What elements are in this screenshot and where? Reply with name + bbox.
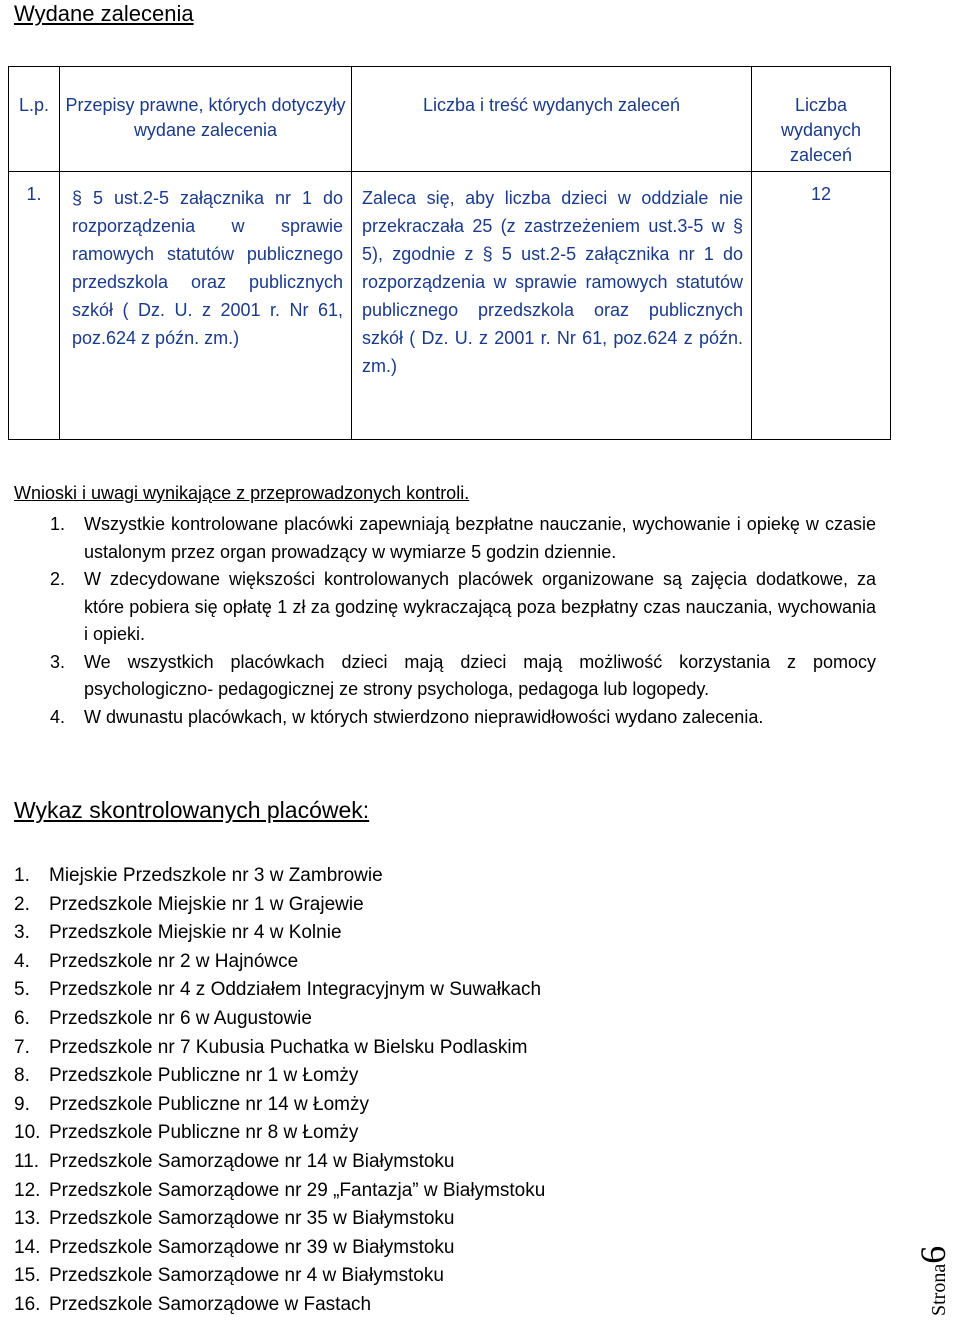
item-number: 8. <box>14 1065 30 1087</box>
facility-name: Przedszkole Samorządowe nr 14 w Białymstoku <box>49 1150 455 1172</box>
header-num: L.p. <box>9 67 60 172</box>
header-text: Liczba i treść wydanych zaleceń <box>352 67 752 172</box>
list-item <box>14 1177 714 1206</box>
page-label: Strona <box>928 1263 950 1316</box>
page-heading: Wydane zalecenia <box>14 1 194 26</box>
item-number: 4. <box>14 950 30 972</box>
list-item <box>14 919 714 948</box>
facility-name: Przedszkole nr 2 w Hajnówce <box>49 950 299 972</box>
list-item <box>14 1119 714 1148</box>
header-count: Liczba wydanych zaleceń <box>752 67 891 172</box>
facility-name: Przedszkole Samorządowe nr 4 w Białymstoku <box>49 1265 444 1287</box>
item-number: 15. <box>14 1265 41 1287</box>
item-text: We wszystkich placówkach dzieci mają dzieci mają możliwość korzystania z pomocy psychologiczno- pedagogicznej ze strony psychologa, pedagoga lub logopedy. <box>84 651 876 699</box>
cell-num: 1. <box>9 172 60 440</box>
facility-name: Przedszkole Samorządowe nr 35 w Białymstoku <box>49 1208 455 1230</box>
facility-name: Przedszkole nr 6 w Augustowie <box>49 1007 312 1029</box>
item-number: 7. <box>14 1036 30 1058</box>
item-number: 3. <box>50 651 66 672</box>
cell-count: 12 <box>752 172 891 440</box>
list-item <box>14 566 876 649</box>
item-number: 4. <box>50 706 66 727</box>
cell-law: § 5 ust.2-5 załącznika nr 1 do rozporządzenia w sprawie ramowych statutów publicznego przedszkola oraz publicznych szkół ( Dz. U. z 2001 r. Nr 61, poz.624 z późn. zm.) <box>60 172 352 440</box>
list-item <box>14 1291 714 1320</box>
facility-name: Przedszkole Miejskie nr 1 w Grajewie <box>49 893 364 915</box>
item-number: 14. <box>14 1236 41 1258</box>
facility-name: Przedszkole nr 4 z Oddziałem Integracyjnym w Suwałkach <box>49 979 542 1001</box>
conclusions-title: Wnioski i uwagi wynikające z przeprowadzonych kontroli. <box>14 483 470 503</box>
cell-text: Zaleca się, aby liczba dzieci w oddziale nie przekraczała 25 (z zastrzeżeniem ust.3-5 w § 5), zgodnie z § 5 ust.2-5 załącznika nr 1 do rozporządzenia w sprawie ramowych statutów publicznego przedszkola oraz publicznych szkół ( Dz. U. z 2001 r. Nr 61, poz.624 z późn. zm.) <box>352 172 752 440</box>
facility-name: Przedszkole Samorządowe nr 29 „Fantazja” w Białymstoku <box>49 1179 546 1201</box>
item-text: Wszystkie kontrolowane placówki zapewniają bezpłatne nauczanie, wychowanie i opiekę w czasie ustalonym przez organ prowadzący w wymiarze 5 godzin dziennie. <box>84 514 876 562</box>
page-footer <box>912 1206 960 1316</box>
facility-name: Przedszkole nr 7 Kubusia Puchatka w Bielsku Podlaskim <box>49 1036 528 1058</box>
facility-name: Przedszkole Samorządowe nr 39 w Białymstoku <box>49 1236 455 1258</box>
facility-name: Przedszkole Publiczne nr 14 w Łomży <box>49 1093 369 1115</box>
item-number: 12. <box>14 1179 41 1201</box>
facility-name: Przedszkole Samorządowe w Fastach <box>49 1293 372 1315</box>
item-number: 1. <box>50 514 66 534</box>
table-row <box>9 172 891 440</box>
item-number: 5. <box>14 979 30 1001</box>
header-law: Przepisy prawne, których dotyczyły wydane zalecenia <box>60 67 352 172</box>
list-item <box>14 1062 714 1091</box>
list-item <box>14 649 876 704</box>
list-item <box>14 891 714 920</box>
facility-name: Przedszkole Publiczne nr 1 w Łomży <box>49 1065 359 1087</box>
item-number: 16. <box>14 1293 41 1315</box>
facilities-title: Wykaz skontrolowanych placówek: <box>14 797 370 823</box>
item-number: 10. <box>14 1122 41 1144</box>
item-number: 13. <box>14 1208 41 1230</box>
list-item <box>14 1034 714 1063</box>
facility-name: Przedszkole Publiczne nr 8 w Łomży <box>49 1122 359 1144</box>
list-item <box>14 1148 714 1177</box>
list-item <box>14 511 876 566</box>
facilities-list <box>14 862 714 1320</box>
list-item <box>14 704 876 732</box>
item-text: W zdecydowane większości kontrolowanych placówek organizowane są zajęcia dodatkowe, za które pobiera się opłatę 1 zł za godzinę wykraczającą poza bezpłatny czas nauczania, wychowania i opieki. <box>84 569 876 644</box>
list-item <box>14 1262 714 1291</box>
facility-name: Miejskie Przedszkole nr 3 w Zambrowie <box>49 865 383 886</box>
page-marker <box>912 1246 954 1316</box>
list-item <box>14 1234 714 1263</box>
recommendations-table <box>8 66 891 440</box>
item-number: 11. <box>14 1150 40 1172</box>
page-number: 6 <box>913 1245 953 1264</box>
item-number: 3. <box>14 922 30 944</box>
table-header-row <box>9 67 891 172</box>
item-number: 6. <box>14 1007 30 1029</box>
facility-name: Przedszkole Miejskie nr 4 w Kolnie <box>49 922 342 944</box>
list-item <box>14 948 714 977</box>
item-number: 1. <box>14 865 30 886</box>
item-text: W dwunastu placówkach, w których stwierdzono nieprawidłowości wydano zalecenia. <box>84 706 764 727</box>
item-number: 9. <box>14 1093 30 1115</box>
item-number: 2. <box>50 569 66 589</box>
list-item <box>14 1205 714 1234</box>
item-number: 2. <box>14 893 30 915</box>
list-item <box>14 1005 714 1034</box>
list-item <box>14 976 714 1005</box>
list-item <box>14 1091 714 1120</box>
list-item <box>14 862 714 891</box>
conclusions-list <box>14 511 876 731</box>
